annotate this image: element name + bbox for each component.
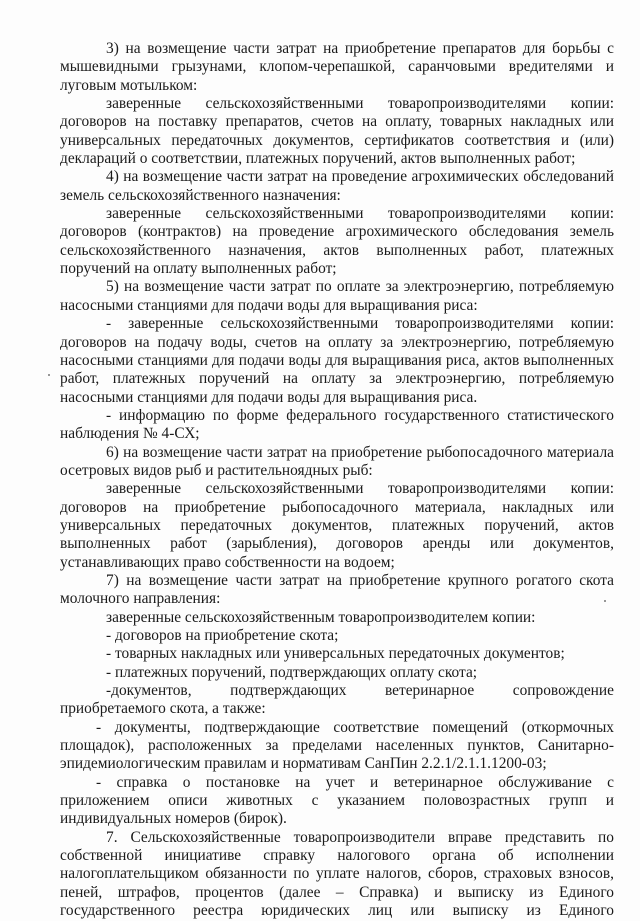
text-line: 4) на возмещение части затрат на проведение агрохимических обследований	[106, 168, 614, 186]
text-line: - заверенные сельскохозяйственными товаропроизводителями копии:	[106, 315, 614, 333]
text-line: наблюдения № 4-СХ;	[60, 425, 200, 443]
text-line: устанавливающих право собственности на водоем;	[60, 553, 395, 571]
text-line: договоров на поставку препаратов, счетов на оплату, товарных накладных или	[60, 113, 614, 131]
text-line: 7. Сельскохозяйственные товаропроизводители вправе представить по	[106, 828, 614, 846]
text-line: деклараций о соответствии, платежных поручений, актов выполненных работ;	[60, 150, 576, 168]
text-line: - договоров на приобретение скота;	[106, 627, 339, 644]
text-line: государственного реестра юридических лиц или выписку из Единого	[60, 902, 614, 920]
text-line: мышевидными грызунами, клопом-черепашкой, саранчовыми вредителями и	[60, 58, 614, 76]
text-line: заверенные сельскохозяйственными товаропроизводителями копии:	[106, 480, 614, 498]
text-line: - платежных поручений, подтверждающих оплату скота;	[106, 663, 478, 681]
document-body	[60, 40, 614, 921]
text-line: приложением описи животных с указанием половозрастных групп и	[60, 792, 614, 810]
text-line: индивидуальных номеров (бирок).	[60, 810, 287, 828]
text-line: насосными станциями для подачи воды для выращивания риса, актов выполненных	[60, 351, 614, 369]
text-line: - информацию по форме федерального государственного статистического	[106, 406, 614, 424]
text-line: сельскохозяйственного назначения, актов выполненных работ, платежных	[60, 241, 614, 259]
text-line: заверенные сельскохозяйственным товаропроизводителем копии:	[106, 608, 536, 626]
text-line: 6) на возмещение части затрат на приобретение рыбопосадочного материала	[106, 443, 614, 461]
text-line: насосными станциями для подачи воды для выращивания риса:	[60, 296, 478, 314]
text-line: площадок), расположенных за пределами населенных пунктов, Санитарно-	[60, 737, 614, 755]
text-line: 3) на возмещение части затрат на приобретение препаратов для борьбы с	[106, 40, 614, 57]
scan-speck	[48, 374, 50, 376]
text-line: осетровых видов рыб и растительноядных рыб:	[60, 461, 373, 479]
text-line: универсальных передаточных документов, платежных поручений, актов	[60, 516, 614, 534]
text-line: налогоплательщиком обязанности по уплате налогов, сборов, страховых взносов,	[60, 865, 614, 883]
text-line: -документов, подтверждающих ветеринарное сопровождение	[106, 682, 614, 700]
text-line: молочного направления:	[60, 590, 221, 608]
text-line: земель сельскохозяйственного назначения:	[60, 186, 341, 204]
text-line: договоров (контрактов) на проведение агрохимического обследования земель	[60, 223, 614, 241]
text-line: приобретаемого скота, а также:	[60, 700, 266, 718]
text-line: выполненных работ (зарыбления), договоров аренды или документов,	[60, 535, 614, 553]
text-line: 7) на возмещение части затрат на приобретение крупного рогатого скота	[106, 571, 614, 589]
text-line: универсальных передаточных документов, сертификатов соответствия и (или)	[60, 131, 614, 149]
text-line: заверенные сельскохозяйственными товаропроизводителями копии:	[106, 95, 614, 113]
text-line: поручений на оплату выполненных работ;	[60, 260, 337, 278]
text-line: - справка о постановке на учет и ветеринарное обслуживание с	[96, 773, 614, 791]
text-line: работ, платежных поручений на оплату за электроэнергию, потребляемую	[60, 370, 614, 388]
text-line: - товарных накладных или универсальных передаточных документов;	[106, 645, 565, 663]
text-line: - документы, подтверждающие соответствие помещений (откормочных	[96, 718, 614, 736]
scan-speck	[604, 600, 606, 602]
text-line: договоров на подачу воды, счетов на оплату за электроэнергию, потребляемую	[60, 333, 614, 351]
text-line: пеней, штрафов, процентов (далее – Справка) и выписку из Единого	[60, 883, 614, 901]
text-line: насосными станциями для подачи воды для выращивания риса.	[60, 388, 478, 406]
text-line: эпидемиологическим правилам и нормативам СанПин 2.2.1/2.1.1.1200-03;	[60, 755, 547, 773]
text-line: луговым мотыльком:	[60, 76, 198, 94]
text-line: договоров на приобретение рыбопосадочного материала, накладных или	[60, 498, 614, 516]
text-line: заверенные сельскохозяйственными товаропроизводителями копии:	[106, 205, 614, 223]
text-line: 5) на возмещение части затрат по оплате за электроэнергию, потребляемую	[106, 278, 614, 296]
text-line: собственной инициативе справку налогового органа об исполнении	[60, 847, 614, 865]
